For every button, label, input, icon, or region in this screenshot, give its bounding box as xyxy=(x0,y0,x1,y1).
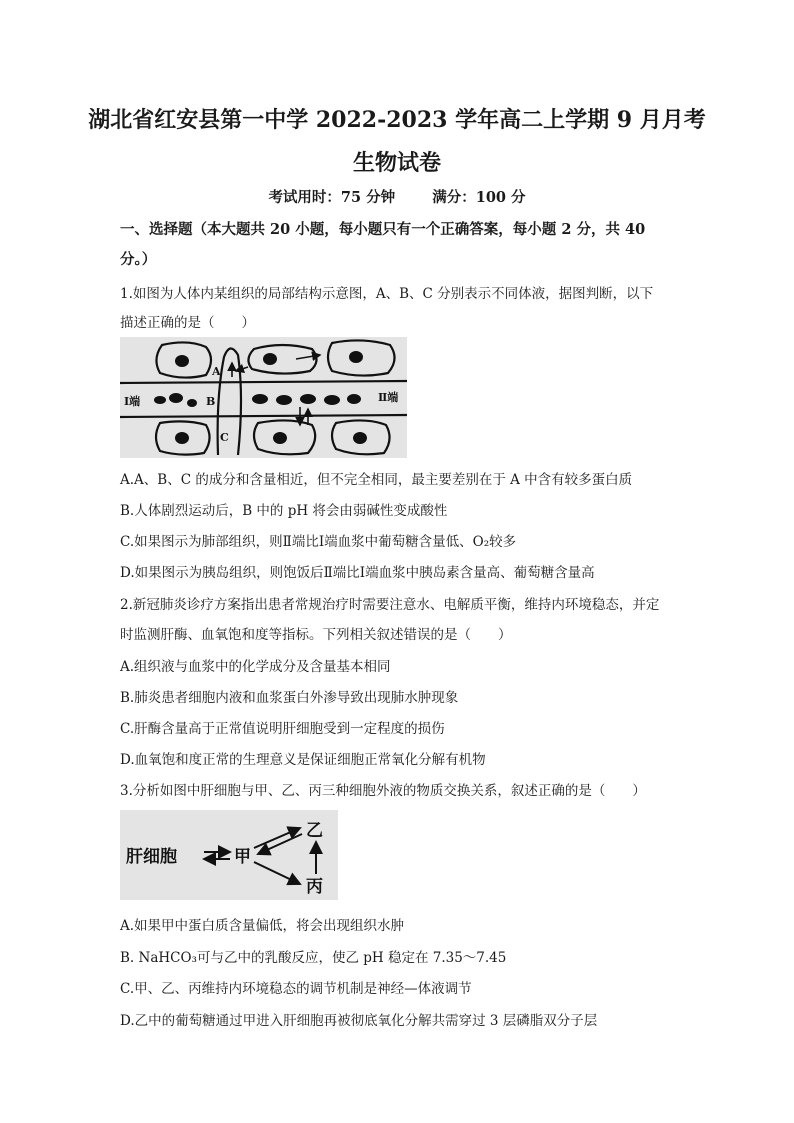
q2-stem: 2.新冠肺炎诊疗方案指出患者常规治疗时需要注意水、电解质平衡，维持内环境稳态，并定 xyxy=(120,597,660,613)
q1-tissue-figure xyxy=(120,337,407,458)
tissue-nuclei-top xyxy=(175,351,363,367)
label-end-1: Ⅰ端 xyxy=(124,395,141,408)
section-heading: 一、选择题（本大题共 20 小题，每小题只有一个正确答案，每小题 2 分，共 40 xyxy=(120,221,646,238)
node-liver-cell: 肝细胞 xyxy=(126,847,177,867)
node-jia: 甲 xyxy=(234,847,251,867)
node-yi: 乙 xyxy=(306,821,323,841)
tissue-diagram xyxy=(120,337,407,458)
section-heading-cont: 分。） xyxy=(120,251,157,268)
label-end-2: Ⅱ端 xyxy=(378,391,399,404)
exam-meta xyxy=(0,186,794,207)
tissue-nuclei-bottom xyxy=(175,432,367,444)
q2-option-b: B.肺炎患者细胞内液和血浆蛋白外渗导致出现肺水肿现象 xyxy=(120,690,459,706)
q3-stem: 3.分析如图中肝细胞与甲、乙、丙三种细胞外液的物质交换关系，叙述正确的是（ ） xyxy=(120,783,646,799)
label-a: A xyxy=(212,365,221,378)
node-bing: 丙 xyxy=(306,877,323,897)
q1-option-c: C.如果图示为肺部组织，则Ⅱ端比Ⅰ端血浆中葡萄糖含量低、O₂较多 xyxy=(120,534,517,550)
q2-option-d: D.血氧饱和度正常的生理意义是保证细胞正常氧化分解有机物 xyxy=(120,752,486,768)
q1-option-d: D.如果图示为胰岛组织，则饱饭后Ⅱ端比Ⅰ端血浆中胰岛素含量高、葡萄糖含量高 xyxy=(120,565,595,581)
exchange-arrows xyxy=(232,355,320,425)
q1-stem-cont: 描述正确的是（ ） xyxy=(120,315,255,331)
label-c: C xyxy=(220,431,229,444)
q3-option-d: D.乙中的葡萄糖通过甲进入肝细胞再被彻底氧化分解共需穿过 3 层磷脂双分子层 xyxy=(120,1013,598,1029)
q1-option-b: B.人体剧烈运动后，B 中的 pH 将会由弱碱性变成酸性 xyxy=(120,503,448,519)
q3-exchange-figure xyxy=(120,810,338,900)
exchange-arrows-q3 xyxy=(204,828,316,884)
blood-cells xyxy=(154,393,361,407)
q2-option-c: C.肝酶含量高于正常值说明肝细胞受到一定程度的损伤 xyxy=(120,721,445,737)
exam-subtitle: 生物试卷 xyxy=(352,150,441,176)
q1-option-a: A.A、B、C 的成分和含量相近，但不完全相同，最主要差别在于 A 中含有较多蛋白质 xyxy=(120,472,633,488)
exchange-diagram xyxy=(120,810,338,900)
q2-option-a: A.组织液与血浆中的化学成分及含量基本相同 xyxy=(120,659,391,675)
q3-option-b: B. NaHCO₃可与乙中的乳酸反应，使乙 pH 稳定在 7.35～7.45 xyxy=(120,950,507,966)
q3-option-c: C.甲、乙、丙维持内环境稳态的调节机制是神经—体液调节 xyxy=(120,981,472,997)
exam-time: 考试用时：75 分钟 xyxy=(268,189,396,206)
label-b: B xyxy=(206,395,216,408)
q1-stem: 1.如图为人体内某组织的局部结构示意图，A、B、C 分别表示不同体液，据图判断，以下 xyxy=(120,286,654,302)
exam-title: 湖北省红安县第一中学 2022-2023 学年高二上学期 9 月月考 xyxy=(88,107,706,133)
exam-score: 满分：100 分 xyxy=(432,189,526,206)
q3-option-a: A.如果甲中蛋白质含量偏低，将会出现组织水肿 xyxy=(120,918,405,934)
q2-stem-cont: 时监测肝酶、血氧饱和度等指标。下列相关叙述错误的是（ ） xyxy=(120,627,512,643)
